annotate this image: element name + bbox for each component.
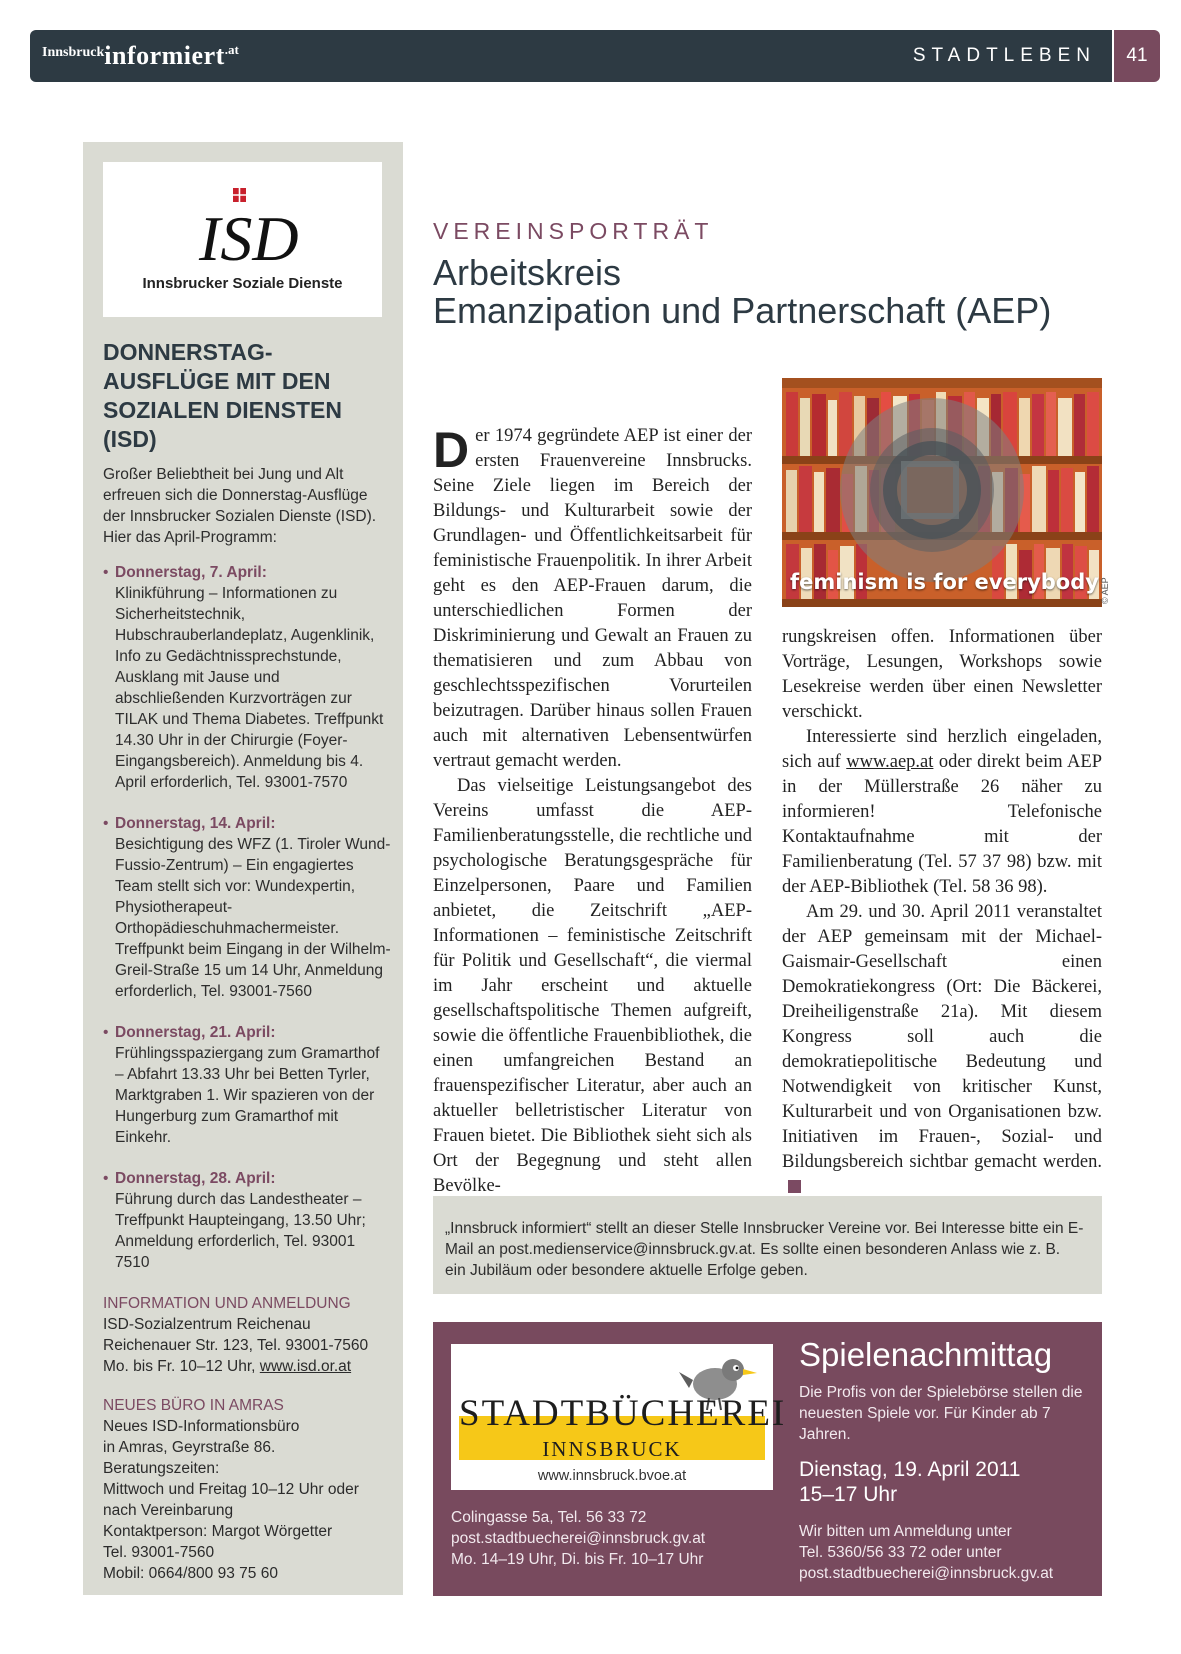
isd-logo-name: Innsbrucker Soziale Dienste — [142, 275, 343, 292]
info-block — [103, 1293, 391, 1377]
list-item — [103, 813, 391, 1002]
end-mark-icon — [788, 1180, 801, 1193]
article-headline — [433, 254, 1133, 330]
section-label: STADTLEBEN — [912, 45, 1096, 66]
logo-subtitle: INNSBRUCK — [542, 1437, 682, 1461]
page-number: 41 — [1112, 30, 1160, 82]
isd-sidebar — [83, 142, 403, 1595]
headline-line-2: Emanzipation und Partnerschaft (AEP) — [433, 290, 1052, 331]
office-heading: NEUES BÜRO IN AMRAS — [103, 1397, 284, 1414]
article-paragraph — [782, 900, 1102, 1200]
info-text: ISD-Sozialzentrum Reichenau Reichenauer Str. 123, Tel. 93001-7560 Mo. bis Fr. 10–12 Uhr, — [103, 1316, 369, 1375]
stadtbuecherei-logo — [451, 1344, 787, 1490]
event-text: Besichtigung des WFZ (1. Tiroler Wund-Fussio-Zentrum) – Ein engagiertes Team stellt sich vor: Wundexpertin, Physiotherapeut-Orthopädieschuhmachermeister. Treffpunkt beim Eingang in der Wilhelm-Greil-Straße 15 um 14 Uhr, Anmeldung erforderlich, Tel. 93001-7560 — [115, 836, 391, 1000]
office-block — [103, 1395, 391, 1584]
info-box-text: „Innsbruck informiert“ stellt an dieser Stelle Innsbrucker Vereine vor. Bei Interesse bitte ein E-Mail an post.medienservice@innsbruck.gv.at. Es sollte einen besonderen Anlass wie z. B. ein Jubiläum oder besondere aktuelle Erfolge geben. — [445, 1220, 1084, 1279]
event-description: Die Profis von der Spielebörse stellen die neuesten Spiele vor. Für Kinder ab 7 Jahren. — [799, 1384, 1083, 1443]
event-announcement — [799, 1334, 1089, 1584]
header-bar — [30, 30, 1112, 82]
list-item — [103, 1168, 391, 1273]
office-text: Neues ISD-Informationsbüro in Amras, Geyrstraße 86. Beratungszeiten: Mittwoch und Freitag 10–12 Uhr oder nach Vereinbarung Kontaktperson: Margot Wörgetter Tel. 93001-7560 Mobil: 0664/800 93 75 60 — [103, 1418, 359, 1582]
event-day: Donnerstag, 7. April: — [115, 564, 267, 581]
library-contact: Colingasse 5a, Tel. 56 33 72 post.stadtbuecherei@innsbruck.gv.at Mo. 14–19 Uhr, Di. bis Fr. 10–17 Uhr — [451, 1509, 706, 1568]
logo-suffix: .at — [224, 42, 239, 57]
article-paragraph — [782, 725, 1102, 900]
logo-small-text: Innsbruck — [42, 45, 105, 60]
svg-text:ISD: ISD — [199, 203, 299, 274]
article-kicker: VEREINSPORTRÄT — [433, 218, 714, 244]
paragraph-text: Am 29. und 30. April 2011 veranstaltet der AEP gemeinsam mit der Michael-Gaismair-Gesellschaft einen Demokratiekongress (Ort: Die Bäckerei, Dreiheiligenstraße 21a). Mit diesem Kongress soll auch die demokratiepolitische Bedeutung und Notwendigkeit von kritischer Kunst, Kulturarbeit und von Organisationen bzw. Initiativen im Frauen-, Sozial- und Bildungsbereich sichtbar gemacht werden. — [782, 902, 1102, 1172]
library-ad — [433, 1322, 1102, 1596]
article-column-1 — [433, 424, 752, 1199]
event-title: Spielenachmittag — [799, 1336, 1053, 1373]
club-info-box — [433, 1196, 1102, 1294]
event-text: Führung durch das Landestheater – Treffpunkt Haupteingang, 13.50 Uhr; Anmeldung erforderlich, Tel. 93001 7510 — [115, 1191, 366, 1271]
list-item — [103, 562, 391, 793]
isd-website-link[interactable]: www.isd.or.at — [259, 1358, 352, 1375]
event-day: Donnerstag, 14. April: — [115, 815, 276, 832]
sidebar-intro: Großer Beliebtheit bei Jung und Alt erfreuen sich die Donnerstag-Ausflüge der Innsbrucker Sozialen Dienste (ISD). Hier das April-Programm: — [103, 466, 377, 546]
aep-website-link[interactable]: www.aep.at — [846, 752, 934, 772]
event-day: Donnerstag, 21. April: — [115, 1024, 276, 1041]
article-paragraph: Das vielseitige Leistungsangebot des Vereins umfasst die AEP-Familienberatungsstelle, die rechtliche und psychologische Beratungsgespräche für Einzelpersonen, Paare und Familien anbietet, die Zeitschrift „AEP-Informationen – feministische Zeitschrift für Politik und Gesellschaft“, die viermal im Jahr erscheint und aktuelle gesellschaftspolitische Themen aufgreift, sowie die öffentliche Frauenbibliothek, die einen umfangreichen Bestand an frauenspezifischer Literatur, aber auch an aktueller belletristischer Literatur von Frauen bietet. Die Bibliothek sieht sich als Ort der Begegnung und steht allen Bevölke- — [433, 776, 752, 1196]
event-registration: Wir bitten um Anmeldung unter Tel. 5360/56 33 72 oder unter post.stadtbuecherei@innsbruck.gv.at — [799, 1523, 1054, 1582]
bullet: • — [103, 1170, 109, 1187]
article-paragraph: rungskreisen offen. Informationen über Vorträge, Lesungen, Workshops sowie Lesekreise werden über einen Newsletter verschickt. — [782, 627, 1102, 722]
bullet: • — [103, 1024, 109, 1041]
bullet: • — [103, 564, 109, 581]
bullet: • — [103, 815, 109, 832]
headline-line-1: Arbeitskreis — [433, 252, 622, 293]
library-url[interactable]: www.innsbruck.bvoe.at — [537, 1468, 687, 1484]
photo-credit: © AEP — [1100, 577, 1110, 604]
sidebar-content — [103, 338, 391, 1584]
event-text: Klinikführung – Informationen zu Sicherheitstechnik, Hubschrauberlandeplatz, Augenklinik, Info zu Gedächtnissprechstunde, Ausklang mit Jause und abschließenden Kurzvorträgen zur TILAK und Thema Diabetes. Treffpunkt 14.30 Uhr in der Chirurgie (Foyer-Eingangsbereich). Anmeldung bis 4. April erforderlich, Tel. 93001-7570 — [115, 585, 384, 791]
event-day: Donnerstag, 28. April: — [115, 1170, 276, 1187]
isd-logo — [103, 162, 382, 317]
logo-big-text: informiert — [104, 41, 225, 70]
event-date: Dienstag, 19. April 2011 15–17 Uhr — [799, 1458, 1021, 1506]
paragraph-text: er 1974 gegründete AEP ist einer der ersten Frauenvereine Innsbrucks. Seine Ziele liegen im Bereich der Bildungs- und Kulturarbeit sowie der Grundlagen- und Öffentlichkeitsarbeit für feministische Frauenpolitik. In ihrer Arbeit geht es den AEP-Frauen darum, die unterschiedlichen Formen der Diskriminierung und Gewalt an Frauen zu thematisieren und zum Abbau von geschlechtsspezifischen Vorurteilen beizutragen. Darüber hinaus sollen Frauen auch mit alternativen Lebensentwürfen vertraut gemacht werden. — [433, 426, 752, 771]
list-item — [103, 1022, 391, 1148]
paragraph-text: Interessierte sind herzlich eingeladen, sich auf — [782, 727, 1102, 772]
article-column-2 — [782, 625, 1102, 1200]
logo-title: STADTBÜCHEREI — [459, 1393, 787, 1434]
masthead-logo — [42, 41, 239, 71]
article-paragraph — [433, 424, 752, 774]
sidebar-title: DONNERSTAG-AUSFLÜGE MIT DEN SOZIALEN DIENSTEN (ISD) — [103, 339, 342, 452]
info-heading: INFORMATION UND ANMELDUNG — [103, 1295, 351, 1312]
info-text-wrap — [103, 1314, 391, 1377]
paragraph-text: oder direkt beim AEP in der Müllerstraße 26 näher zu informieren! Telefonische Kontaktaufnahme mit der Familienberatung (Tel. 57 37 98) bzw. mit der AEP-Bibliothek (Tel. 58 36 98). — [782, 752, 1102, 897]
photo-caption: feminism is for everybody — [790, 570, 1099, 594]
event-list — [103, 562, 391, 1273]
drop-cap: D — [433, 422, 470, 478]
isd-logo-graphic — [103, 162, 382, 317]
event-text: Frühlingsspaziergang zum Gramarthof – Abfahrt 13.33 Uhr bei Betten Tyrler, Marktgraben 1. Wir spazieren von der Hungerburg zum Gramarthof mit Einkehr. — [115, 1045, 380, 1146]
bookshelf-photo — [782, 378, 1102, 607]
